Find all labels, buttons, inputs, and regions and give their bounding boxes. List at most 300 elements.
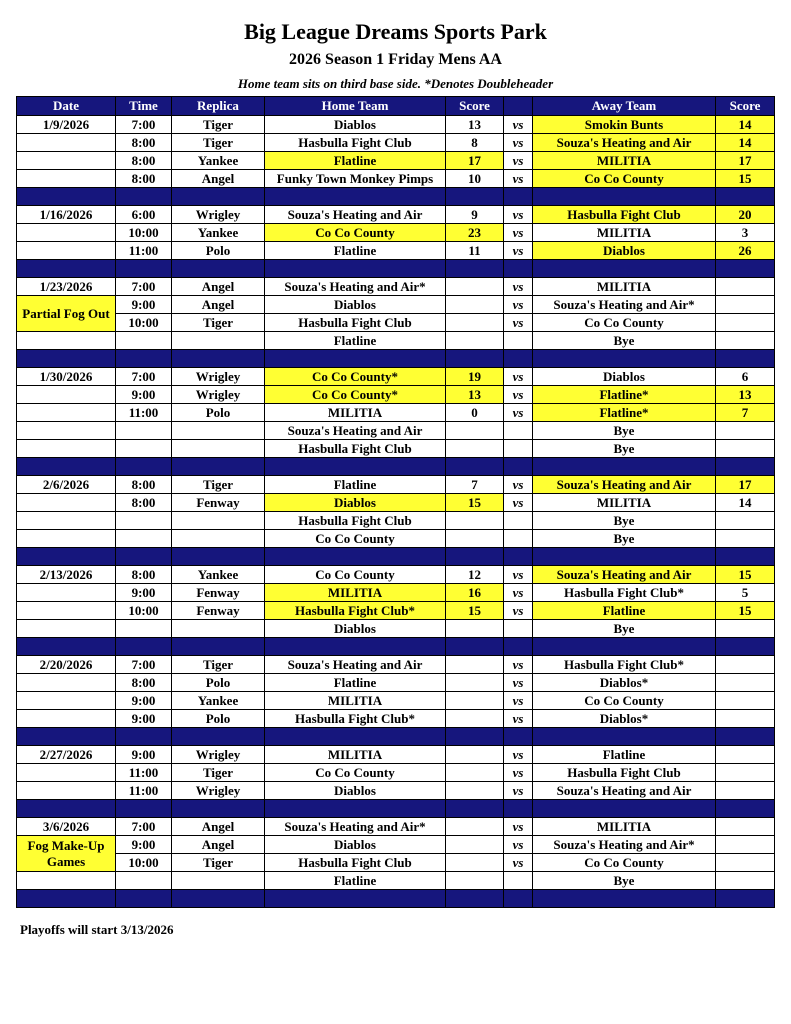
cell-away-team: Souza's Heating and Air [533,134,716,152]
cell-vs: vs [504,746,533,764]
cell-home-score [446,512,504,530]
cell-home-team: Souza's Heating and Air [265,206,446,224]
week-separator [17,350,775,368]
cell-away-score: 13 [716,386,775,404]
separator-cell [17,548,116,566]
table-row [17,818,775,836]
cell-time: 10:00 [116,314,172,332]
cell-away-score: 20 [716,206,775,224]
cell-home-score: 13 [446,116,504,134]
cell-vs: vs [504,710,533,728]
cell-time: 9:00 [116,710,172,728]
separator-cell [504,188,533,206]
separator-cell [716,638,775,656]
separator-cell [533,350,716,368]
table-row [17,170,775,188]
cell-home-team: Diablos [265,782,446,800]
cell-vs [504,530,533,548]
separator-cell [17,458,116,476]
page-title: Big League Dreams Sports Park [244,19,547,44]
separator-cell [265,458,446,476]
cell-replica [172,332,265,350]
separator-cell [17,350,116,368]
table-row [17,836,775,854]
cell-away-score: 14 [716,116,775,134]
cell-home-score: 9 [446,206,504,224]
week-separator [17,728,775,746]
cell-home-team: Funky Town Monkey Pimps [265,170,446,188]
cell-away-team: Souza's Heating and Air [533,782,716,800]
separator-cell [172,458,265,476]
cell-home-score [446,818,504,836]
cell-date [17,692,116,710]
table-row [17,782,775,800]
cell-away-team: Hasbulla Fight Club* [533,656,716,674]
cell-vs: vs [504,656,533,674]
cell-away-score [716,710,775,728]
separator-cell [265,890,446,908]
cell-home-score [446,422,504,440]
cell-replica: Yankee [172,224,265,242]
schedule-body [17,116,775,908]
separator-cell [446,260,504,278]
cell-date [17,152,116,170]
cell-vs: vs [504,674,533,692]
cell-time [116,440,172,458]
separator-cell [533,458,716,476]
separator-cell [716,188,775,206]
separator-cell [533,800,716,818]
cell-date: 1/30/2026 [17,368,116,386]
separator-cell [504,260,533,278]
cell-date: 2/13/2026 [17,566,116,584]
cell-away-team: MILITIA [533,278,716,296]
separator-cell [172,260,265,278]
cell-date [17,512,116,530]
cell-away-team: MILITIA [533,152,716,170]
cell-home-score [446,746,504,764]
cell-home-team: Flatline [265,242,446,260]
cell-away-score [716,512,775,530]
cell-home-score: 0 [446,404,504,422]
cell-home-score: 12 [446,566,504,584]
separator-cell [172,800,265,818]
cell-time [116,530,172,548]
cell-home-team: Diablos [265,494,446,512]
separator-cell [116,260,172,278]
table-row [17,746,775,764]
separator-cell [504,638,533,656]
cell-date [17,422,116,440]
cell-replica: Polo [172,404,265,422]
separator-cell [265,350,446,368]
cell-date [17,404,116,422]
cell-home-score: 23 [446,224,504,242]
cell-replica: Wrigley [172,782,265,800]
separator-cell [446,548,504,566]
table-row [17,386,775,404]
cell-away-score [716,278,775,296]
cell-home-team: MILITIA [265,404,446,422]
cell-home-score [446,656,504,674]
header-replica: Replica [172,97,265,116]
cell-vs: vs [504,782,533,800]
table-row [17,656,775,674]
cell-vs: vs [504,818,533,836]
cell-away-score: 15 [716,170,775,188]
separator-cell [716,548,775,566]
cell-home-team: Souza's Heating and Air [265,422,446,440]
separator-cell [17,890,116,908]
cell-time: 9:00 [116,836,172,854]
cell-replica: Tiger [172,116,265,134]
table-row [17,530,775,548]
cell-replica: Polo [172,674,265,692]
cell-vs: vs [504,242,533,260]
header-home-score: Score [446,97,504,116]
cell-home-team: Hasbulla Fight Club [265,440,446,458]
cell-away-score [716,440,775,458]
cell-home-score [446,530,504,548]
table-row [17,314,775,332]
separator-cell [17,188,116,206]
cell-home-team: Hasbulla Fight Club [265,854,446,872]
cell-vs: vs [504,368,533,386]
cell-date [17,674,116,692]
separator-cell [116,638,172,656]
cell-home-score: 16 [446,584,504,602]
cell-home-score: 7 [446,476,504,494]
separator-cell [446,890,504,908]
separator-cell [116,800,172,818]
separator-cell [446,188,504,206]
cell-away-team: Souza's Heating and Air* [533,296,716,314]
cell-home-team: Co Co County [265,224,446,242]
header-row [17,97,775,116]
cell-home-score: 13 [446,386,504,404]
table-row [17,494,775,512]
cell-vs: vs [504,584,533,602]
separator-cell [172,548,265,566]
cell-away-score: 6 [716,368,775,386]
cell-replica: Tiger [172,134,265,152]
week-separator [17,638,775,656]
cell-home-score [446,620,504,638]
cell-vs: vs [504,854,533,872]
cell-date: 1/23/2026 [17,278,116,296]
cell-away-team: Bye [533,512,716,530]
cell-date: 2/6/2026 [17,476,116,494]
cell-date [17,764,116,782]
cell-replica [172,530,265,548]
cell-home-score [446,332,504,350]
separator-cell [446,350,504,368]
cell-vs: vs [504,206,533,224]
cell-replica: Tiger [172,764,265,782]
cell-date [17,242,116,260]
table-row [17,584,775,602]
cell-time: 9:00 [116,386,172,404]
cell-replica: Angel [172,818,265,836]
cell-vs [504,332,533,350]
cell-home-team: Diablos [265,296,446,314]
cell-replica: Fenway [172,494,265,512]
cell-date [17,386,116,404]
cell-date: 2/27/2026 [17,746,116,764]
separator-cell [716,260,775,278]
separator-cell [504,548,533,566]
header-date: Date [17,97,116,116]
separator-cell [17,728,116,746]
cell-away-team: Bye [533,422,716,440]
cell-time: 9:00 [116,584,172,602]
cell-away-team: Flatline [533,602,716,620]
table-row [17,368,775,386]
cell-replica: Wrigley [172,206,265,224]
cell-home-team: Flatline [265,476,446,494]
cell-away-score [716,296,775,314]
cell-vs: vs [504,224,533,242]
cell-time [116,512,172,530]
table-row [17,764,775,782]
cell-home-team: Co Co County [265,530,446,548]
cell-replica: Angel [172,170,265,188]
cell-home-team: Hasbulla Fight Club [265,512,446,530]
cell-date [17,170,116,188]
cell-away-team: Diablos [533,242,716,260]
cell-away-score: 15 [716,602,775,620]
cell-away-score [716,332,775,350]
doubleheader-note: Home team sits on third base side. *Denotes Doubleheader [237,76,554,91]
cell-away-score: 17 [716,152,775,170]
cell-away-team: Diablos* [533,674,716,692]
cell-replica [172,512,265,530]
cell-time: 11:00 [116,404,172,422]
separator-cell [172,188,265,206]
cell-vs: vs [504,494,533,512]
separator-cell [533,728,716,746]
cell-home-score: 10 [446,170,504,188]
cell-home-team: Souza's Heating and Air* [265,278,446,296]
cell-away-team: Bye [533,872,716,890]
table-row [17,512,775,530]
cell-vs: vs [504,116,533,134]
cell-home-score [446,296,504,314]
cell-replica: Yankee [172,566,265,584]
cell-replica: Fenway [172,584,265,602]
cell-vs: vs [504,764,533,782]
separator-cell [116,890,172,908]
cell-away-team: Diablos* [533,710,716,728]
separator-cell [716,728,775,746]
cell-time: 11:00 [116,782,172,800]
cell-away-team: Souza's Heating and Air [533,566,716,584]
table-row [17,422,775,440]
cell-away-team: Hasbulla Fight Club [533,206,716,224]
separator-cell [17,260,116,278]
cell-away-score: 15 [716,566,775,584]
cell-home-team: Hasbulla Fight Club [265,314,446,332]
cell-home-score [446,692,504,710]
cell-time: 9:00 [116,296,172,314]
cell-home-team: Co Co County* [265,368,446,386]
cell-home-score [446,764,504,782]
cell-home-team: Flatline [265,152,446,170]
separator-cell [17,638,116,656]
table-row [17,620,775,638]
table-row [17,440,775,458]
cell-replica: Polo [172,710,265,728]
cell-away-team: MILITIA [533,818,716,836]
separator-cell [533,890,716,908]
cell-vs: vs [504,314,533,332]
cell-home-score [446,440,504,458]
separator-cell [265,800,446,818]
separator-cell [116,350,172,368]
cell-date [17,440,116,458]
cell-away-score [716,530,775,548]
table-row [17,674,775,692]
separator-cell [533,548,716,566]
cell-replica: Polo [172,242,265,260]
page-subtitle: 2026 Season 1 Friday Mens AA [289,51,502,68]
cell-vs: vs [504,170,533,188]
schedule-table [16,96,775,908]
table-row [17,332,775,350]
cell-home-score: 19 [446,368,504,386]
cell-replica [172,422,265,440]
cell-away-score [716,836,775,854]
cell-away-team: Hasbulla Fight Club* [533,584,716,602]
cell-away-score [716,746,775,764]
cell-date: 1/16/2026 [17,206,116,224]
cell-away-score [716,818,775,836]
cell-away-team: MILITIA [533,494,716,512]
table-row [17,278,775,296]
cell-replica [172,872,265,890]
cell-away-score [716,656,775,674]
cell-away-team: Hasbulla Fight Club [533,764,716,782]
cell-time: 6:00 [116,206,172,224]
separator-cell [716,890,775,908]
cell-vs: vs [504,476,533,494]
cell-away-score [716,674,775,692]
cell-time [116,332,172,350]
separator-cell [265,638,446,656]
cell-away-team: Diablos [533,368,716,386]
cell-time: 8:00 [116,674,172,692]
cell-home-team: Diablos [265,116,446,134]
cell-away-team: Co Co County [533,854,716,872]
separator-cell [172,350,265,368]
separator-cell [504,458,533,476]
cell-away-score: 3 [716,224,775,242]
cell-time: 7:00 [116,116,172,134]
separator-cell [17,800,116,818]
header-vs [504,97,533,116]
cell-away-team: Bye [533,620,716,638]
cell-vs: vs [504,278,533,296]
cell-away-score: 17 [716,476,775,494]
cell-home-team: Hasbulla Fight Club* [265,602,446,620]
header-away-team: Away Team [533,97,716,116]
cell-home-team: Diablos [265,836,446,854]
cell-time [116,620,172,638]
cell-date [17,602,116,620]
cell-home-score [446,854,504,872]
separator-cell [446,458,504,476]
separator-cell [116,458,172,476]
cell-replica [172,440,265,458]
cell-replica: Yankee [172,152,265,170]
cell-home-score [446,710,504,728]
cell-replica: Wrigley [172,368,265,386]
separator-cell [172,638,265,656]
separator-cell [446,800,504,818]
cell-vs: vs [504,404,533,422]
cell-vs: vs [504,134,533,152]
cell-date [17,494,116,512]
cell-replica: Fenway [172,602,265,620]
cell-home-team: Flatline [265,332,446,350]
table-row [17,242,775,260]
cell-time: 10:00 [116,224,172,242]
cell-time: 7:00 [116,656,172,674]
cell-home-score: 8 [446,134,504,152]
week-note: Fog Make-Up Games [17,836,116,872]
cell-time: 8:00 [116,476,172,494]
separator-cell [265,188,446,206]
separator-cell [116,728,172,746]
separator-cell [172,890,265,908]
week-separator [17,548,775,566]
table-row [17,710,775,728]
cell-home-team: Flatline [265,872,446,890]
cell-time: 9:00 [116,746,172,764]
table-row [17,152,775,170]
cell-away-team: Flatline [533,746,716,764]
cell-home-score: 15 [446,494,504,512]
cell-date [17,134,116,152]
table-row [17,116,775,134]
cell-date: 3/6/2026 [17,818,116,836]
cell-date [17,332,116,350]
cell-away-team: Bye [533,440,716,458]
table-row [17,476,775,494]
cell-home-team: Hasbulla Fight Club* [265,710,446,728]
week-separator [17,260,775,278]
separator-cell [716,458,775,476]
cell-away-score [716,314,775,332]
cell-home-team: Co Co County [265,764,446,782]
separator-cell [265,548,446,566]
cell-away-team: Flatline* [533,404,716,422]
cell-away-score [716,764,775,782]
cell-away-score [716,620,775,638]
separator-cell [533,638,716,656]
cell-date [17,530,116,548]
cell-time: 8:00 [116,152,172,170]
cell-away-score: 14 [716,134,775,152]
cell-time: 8:00 [116,494,172,512]
cell-time [116,422,172,440]
cell-away-team: Souza's Heating and Air* [533,836,716,854]
table-row [17,566,775,584]
cell-home-team: MILITIA [265,584,446,602]
cell-replica: Angel [172,836,265,854]
table-row [17,602,775,620]
week-separator [17,890,775,908]
